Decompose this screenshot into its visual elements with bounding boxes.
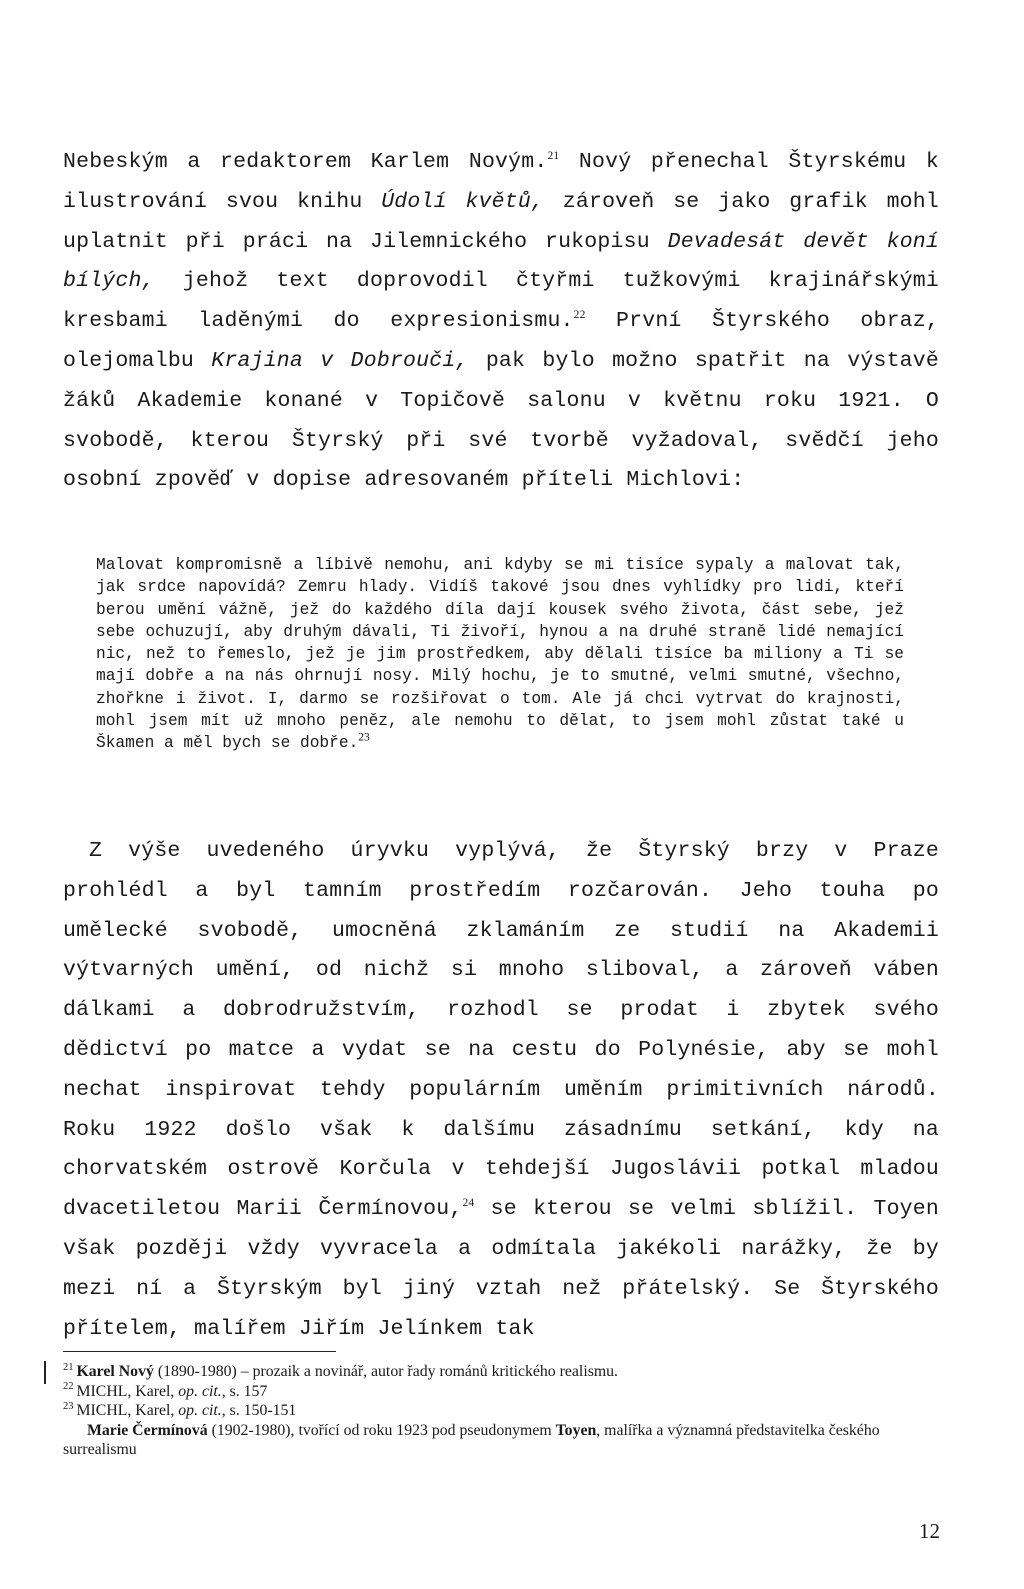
paragraph-1-text: pak bylo možno spatřit na výstavě žáků Akademie konané v Topičově salonu v květnu roku 1921. O svobodě, kterou Štyrský při své tvorbě vyžadoval, svědčí jeho osobní zpověď v dopise adresovaném příteli Michlovi: (63, 348, 939, 493)
book-title-devadesat-devet-koni: Devadesát devět koní bílých, (63, 229, 939, 294)
paragraph-2-text: se kterou se velmi sblížil. Toyen však později vždy vyvracela a odmítala jakékoli narážky, že by mezi ní a Štyrským byl jiný vztah než přátelský. Se Štyrského přítelem, malířem Jiřím Jelínkem tak (63, 1197, 939, 1341)
footnote-citation: op. cit. (178, 1402, 222, 1419)
footnote-separator (63, 1351, 336, 1352)
footnote-text: , s. 157 (221, 1382, 268, 1400)
footnote-23 (63, 1401, 943, 1421)
footnote-text: MICHL, Karel, (76, 1402, 179, 1419)
body-paragraph-1 (63, 143, 939, 501)
footnote-21 (63, 1362, 943, 1382)
footnote-22 (63, 1382, 943, 1402)
footnote-citation: op. cit. (178, 1382, 222, 1400)
footnote-number: 21 (63, 1361, 74, 1373)
footnote-number: 23 (63, 1400, 74, 1412)
paragraph-1-text: Nebeským a redaktorem Karlem Novým. (63, 150, 548, 174)
margin-mark (44, 1361, 46, 1384)
book-title-udoli-kvetu: Údolí květů, (381, 189, 545, 214)
paragraph-1-text: První Štyrského obraz, olejomalbu (63, 309, 939, 373)
painting-title-krajina: Krajina v Dobrouči, (211, 348, 469, 373)
footnote-name: Karel Nový (76, 1363, 154, 1380)
footnote-text: (1902-1980), tvořící od roku 1923 pod pseudonymem (207, 1421, 556, 1439)
footnote-text: (1890-1980) – prozaik a novinář, autor řady románů kritického realismu. (153, 1363, 618, 1380)
paragraph-1-text: zároveň se jako grafik mohl uplatnit při práci na Jilemnického rukopisu (63, 189, 939, 254)
footnote-ref-22: 22 (573, 309, 586, 322)
footnote-ref-24: 24 (462, 1197, 475, 1210)
paragraph-1-text: Nový přenechal Štyrskému k ilustrování svou knihu (63, 150, 939, 214)
footnote-ref-23: 23 (358, 731, 370, 744)
quote-text: Malovat kompromisně a líbivě nemohu, ani kdyby se mi tisíce sypaly a malovat tak, jak srdce napovídá? Zemru hlady. Vidíš takové jsou dnes vyhlídky pro lidi, kteří berou umění vážně, jež do každého díla dají kousek svého života, část sebe, jež sebe ochuzují, aby druhým dávali, Ti živoří, hynou a na druhé straně lidé nemající nic, než to řemeslo, jež je jim prostředkem, aby dělali tisíce ba miliony a Ti se mají dobře a na nás ohrnují nosy. Milý hochu, je to smutné, velmi smutné, všechno, zhořkne i život. I, darmo se rozšiřovat o tom. Ale já chci vytrvat do krajnosti, mohl jsem mít už mnoho peněz, ale nemohu to dělat, to jsem mohl zůstat také u Škamen a měl bych se dobře. (96, 556, 904, 753)
footnote-text: MICHL, Karel, (76, 1382, 179, 1400)
footnote-number: 22 (63, 1381, 74, 1393)
footnote-text: , malířka a významná představitelka českého surrealismu (63, 1421, 880, 1458)
footnote-text: , s. 150-151 (221, 1402, 297, 1419)
page-number: 12 (919, 1519, 940, 1543)
block-quote (96, 554, 904, 755)
footnote-pseudonym: Toyen (555, 1421, 597, 1439)
paragraph-2-text: Z výše uvedeného úryvku vyplývá, že Štyrský brzy v Praze prohlédl a byl tamním prostředím rozčarován. Jeho touha po umělecké svobodě, umocněná zklamáním ze studií na Akademii výtvarných umění, od nichž si mnoho sliboval, a zároveň váben dálkami a dobrodružstvím, rozhodl se prodat i zbytek svého dědictví po matce a vydat se na cestu do Polynésie, aby se mohl nechat inspirovat tehdy populárním uměním primitivních národů. Roku 1922 došlo však k dalšímu zásadnímu setkání, kdy na chorvatském ostrově Korčula v tehdejší Jugoslávii potkal mladou dvacetiletou Marii Čermínovou, (63, 839, 939, 1222)
footnotes (63, 1362, 943, 1460)
body-paragraph-2 (63, 832, 939, 1349)
footnote-24 (63, 1421, 933, 1460)
footnote-ref-21: 21 (547, 149, 560, 162)
footnote-name: Marie Čermínová (87, 1421, 208, 1439)
paragraph-1-text: jehož text doprovodil čtyřmi tužkovými krajinářskými kresbami laděnými do expresionismu. (63, 269, 939, 334)
